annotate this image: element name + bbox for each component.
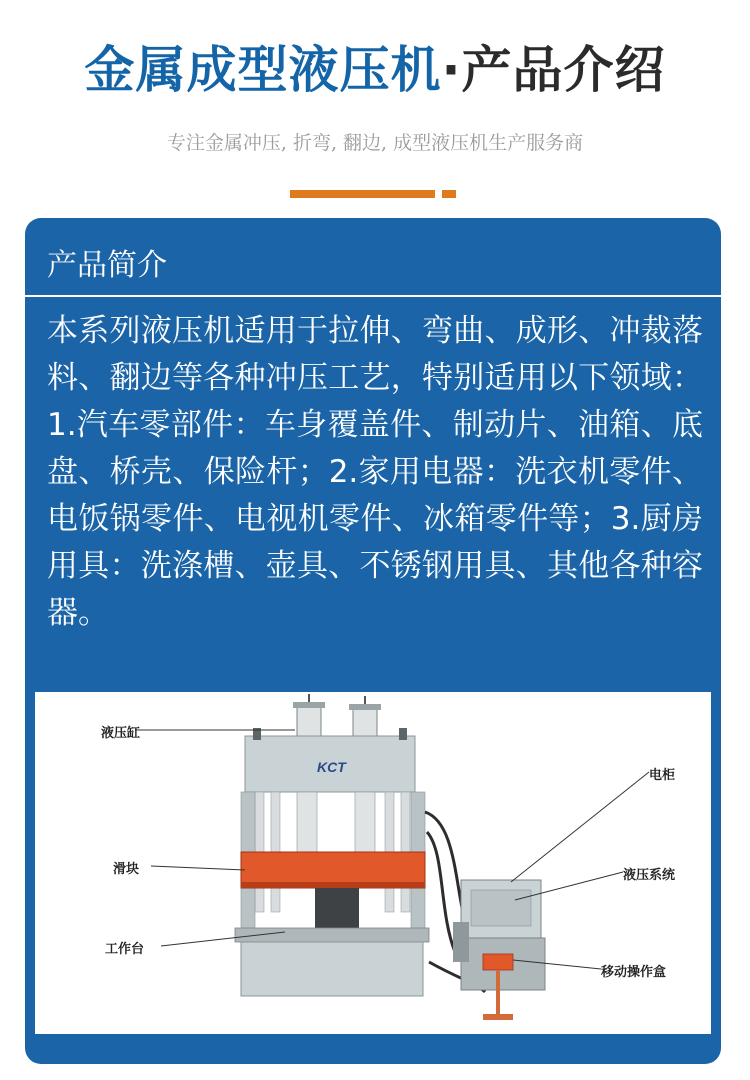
label-slider: 滑块 xyxy=(113,862,140,877)
label-control-box: 移动操作盒 xyxy=(601,965,667,980)
intro-divider xyxy=(25,295,721,297)
page-title-suffix: ·产品介绍 xyxy=(441,41,666,99)
label-worktable: 工作台 xyxy=(105,942,145,957)
intro-heading: 产品简介 xyxy=(47,248,167,283)
page-title xyxy=(0,30,750,102)
accent-bar-short xyxy=(442,190,456,198)
machine-diagram xyxy=(35,692,711,1034)
product-intro-card xyxy=(25,218,721,1064)
intro-body: 本系列液压机适用于拉伸、弯曲、成形、冲裁落料、翻边等各种冲压工艺，特别适用以下领域：1.汽车零部件：车身覆盖件、制动片、油箱、底盘、桥壳、保险杆；2.家用电器：洗衣机零件、电饭锅零件、电视机零件、冰箱零件等；3.厨房用具：洗涤槽、壶具、不锈钢用具、其他各种容器。 xyxy=(47,313,703,631)
page-title-main: 金属成型液压机 xyxy=(84,41,442,99)
accent-bar-long xyxy=(290,190,435,198)
label-cabinet: 电柜 xyxy=(649,768,676,783)
page-subtitle: 专注金属冲压, 折弯, 翻边, 成型液压机生产服务商 xyxy=(166,132,584,154)
logo-text: KCT xyxy=(317,759,346,775)
label-cylinder: 液压缸 xyxy=(101,726,141,741)
label-hydraulic-system: 液压系统 xyxy=(623,868,676,883)
